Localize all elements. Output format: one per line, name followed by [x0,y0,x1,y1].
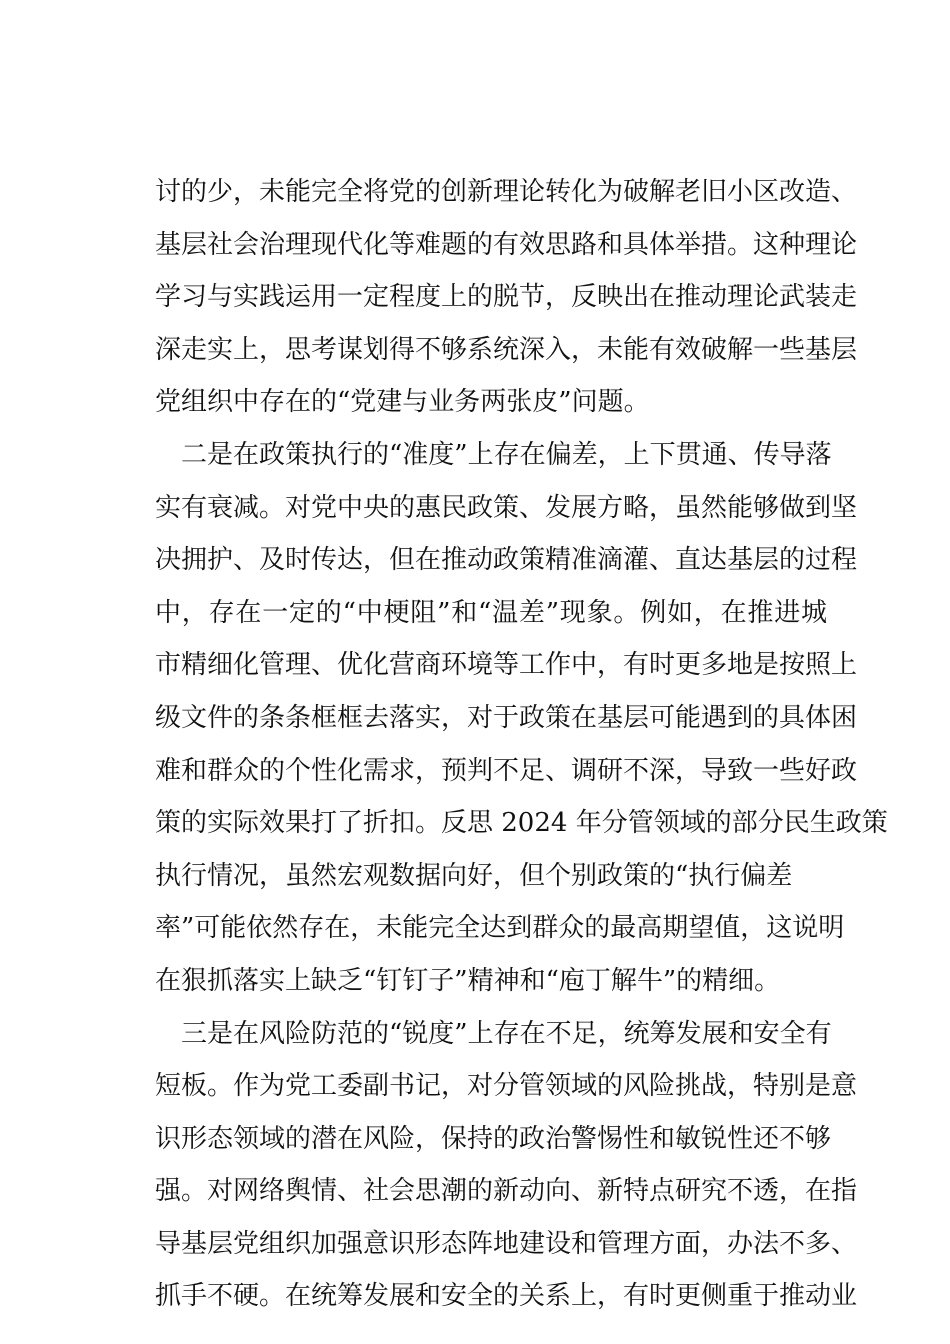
text-line: 基层社会治理现代化等难题的有效思路和具体举措。这种理论 [155,229,858,260]
text-line: 讨的少，未能完全将党的创新理论转化为破解老旧小区改造、 [155,177,858,207]
text-line: 率”可能依然存在，未能完全达到群众的最高期望值，这说明 [155,913,845,944]
text-line: 识形态领域的潜在风险，保持的政治警惕性和敏锐性还不够 [155,1123,832,1154]
text-line: 强。对网络舆情、社会思潮的新动向、新特点研究不透，在指 [155,1176,858,1207]
text-line: 执行情况，虽然宏观数据向好，但个别政策的“执行偏差 [155,860,793,891]
text-line: 党组织中存在的“党建与业务两张皮”问题。 [155,387,650,418]
text-line: 抓手不硬。在统筹发展和安全的关系上，有时更侧重于推动业 [155,1281,858,1312]
text-line: 策的实际效果打了折扣。反思 2024 年分管领域的部分民生政策 [155,808,888,839]
text-line: 二是在政策执行的“准度”上存在偏差，上下贯通、传导落 [155,439,832,470]
text-line: 短板。作为党工委副书记，对分管领域的风险挑战，特别是意 [155,1071,858,1102]
text-line: 市精细化管理、优化营商环境等工作中，有时更多地是按照上 [155,650,858,681]
text-line: 中，存在一定的“中梗阻”和“温差”现象。例如，在推进城 [155,597,827,628]
text-line: 级文件的条条框框去落实，对于政策在基层可能遇到的具体困 [155,702,858,733]
text-line: 决拥护、及时传达，但在推动政策精准滴灌、直达基层的过程 [155,545,858,576]
text-line: 学习与实践运用一定程度上的脱节，反映出在推动理论武装走 [155,282,858,313]
body-text [155,166,888,1323]
text-line: 三是在风险防范的“锐度”上存在不足，统筹发展和安全有 [155,1018,832,1049]
text-line: 难和群众的个性化需求，预判不足、调研不深，导致一些好政 [155,755,858,786]
text-line: 在狠抓落实上缺乏“钉钉子”精神和“庖丁解牛”的精细。 [155,965,781,996]
text-line: 导基层党组织加强意识形态阵地建设和管理方面，办法不多、 [155,1228,858,1259]
text-line: 实有衰减。对党中央的惠民政策、发展方略，虽然能够做到坚 [155,492,858,523]
text-line: 深走实上，思考谋划得不够系统深入，未能有效破解一些基层 [155,334,858,365]
